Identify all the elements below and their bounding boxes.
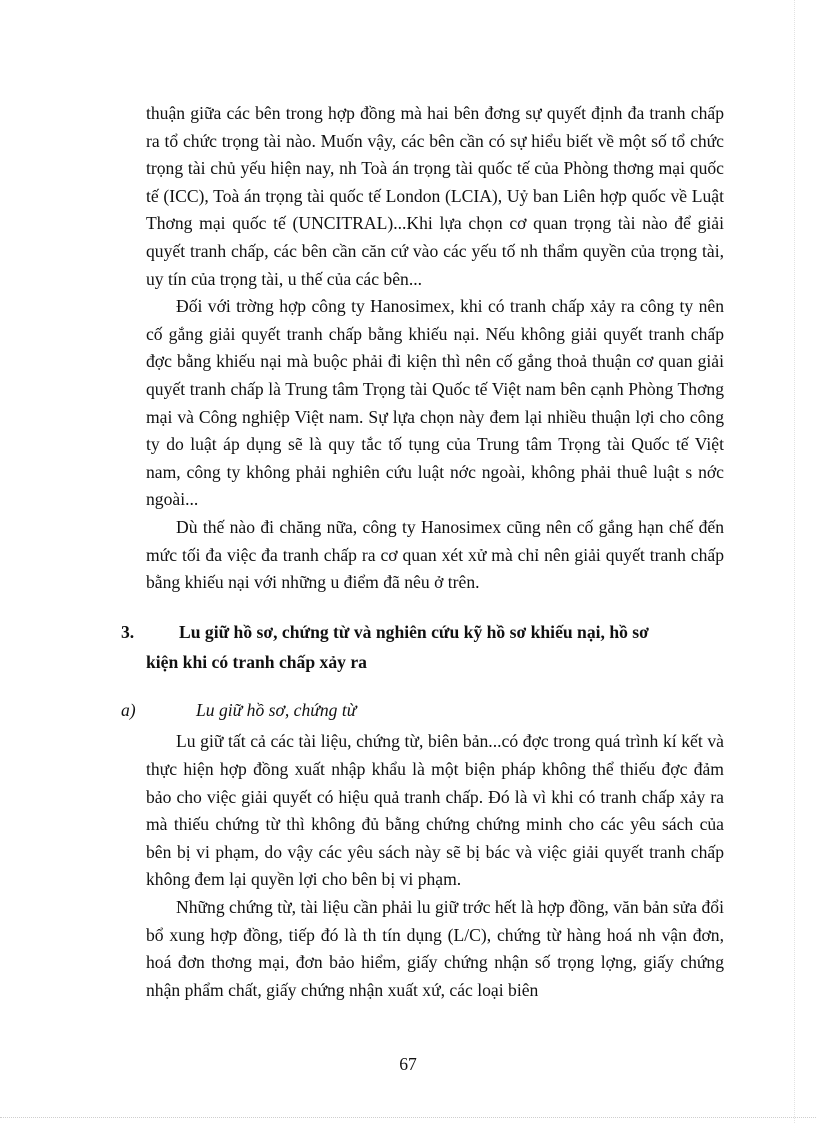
section-heading [121,619,724,677]
page-right-divider [794,0,795,1123]
paragraph-documents-list: Những chứng từ, tài liệu cần phải lu giữ trớc hết là hợp đồng, văn bản sửa đổi bổ xung hợp đồng, tiếp đó là th tín dụng (L/C), chứng từ hàng hoá nh vận đơn, hoá đơn thơng mại, đơn bảo hiểm, giấy chứng nhận số trọng lợng, giấy chứng nhận phẩm chất, giấy chứng nhận xuất xứ, các loại biên [146,897,724,1000]
subsection-heading [121,697,724,725]
page-number: 67 [399,1054,417,1074]
document-page [121,100,724,1004]
page-bottom-divider [0,1117,816,1118]
section-title-line1: Lu giữ hồ sơ, chứng từ và nghiên cứu kỹ hồ sơ khiếu nại, hồ sơ [179,621,649,642]
section-number: 3. [121,621,135,642]
subsection-title: Lu giữ hồ sơ, chứng từ [196,699,357,720]
paragraph-hanosimex-complaint: Đối với trờng hợp công ty Hanosimex, khi có tranh chấp xảy ra công ty nên cố gắng giải quyết tranh chấp bằng khiếu nại. Nếu không giải quyết tranh chấp đợc bằng khiếu nại mà buộc phải đi kiện thì nên cố gắng thoả thuận cơ quan giải quyết tranh chấp là Trung tâm Trọng tài Quốc tế Việt nam bên cạnh Phòng Thơng mại và Công nghiệp Việt nam. Sự lựa chọn này đem lại nhiều thuận lợi cho công ty do luật áp dụng sẽ là quy tắc tố tụng của Trung tâm Trọng tài Quốc tế Việt nam, công ty không phải nghiên cứu luật nớc ngoài, không phải thuê luật s nớc ngoài... [146,296,724,510]
section-title-line2: kiện khi có tranh chấp xảy ra [146,652,367,673]
paragraph-arbitration-choice: thuận giữa các bên trong hợp đồng mà hai bên đơng sự quyết định đa tranh chấp ra tổ chức trọng tài nào. Muốn vậy, các bên cần có sự hiểu biết về một số tổ chức trọng tài chủ yếu hiện nay, nh Toà án trọng tài quốc tế của Phòng thơng mại quốc tế (ICC), Toà án trọng tài quốc tế London (LCIA), Uỷ ban Liên hợp quốc về Luật Thơng mại quốc tế (UNCITRAL)...Khi lựa chọn cơ quan trọng tài nào để giải quyết tranh chấp, các bên cần căn cứ vào các yếu tố nh thẩm quyền của trọng tài, uy tín của trọng tài, u thế của các bên... [146,103,724,289]
subsection-label: a) [121,699,136,720]
paragraph-keep-documents: Lu giữ tất cả các tài liệu, chứng từ, biên bản...có đợc trong quá trình kí kết và thực hiện hợp đồng xuất nhập khẩu là một biện pháp không thể thiếu đợc đảm bảo cho việc giải quyết có hiệu quả tranh chấp. Đó là vì khi có tranh chấp xảy ra mà thiếu chứng từ thì không đủ bằng chứng chứng minh cho các yêu sách của bên bị vi phạm, do vậy các yêu sách này sẽ bị bác và việc giải quyết tranh chấp không đem lại quyền lợi cho bên bị vi phạm. [146,731,724,890]
paragraph-limit-disputes: Dù thế nào đi chăng nữa, công ty Hanosimex cũng nên cố gắng hạn chế đến mức tối đa việc đa tranh chấp ra cơ quan xét xử mà chỉ nên giải quyết tranh chấp bằng khiếu nại với những u điểm đã nêu ở trên. [146,516,724,593]
